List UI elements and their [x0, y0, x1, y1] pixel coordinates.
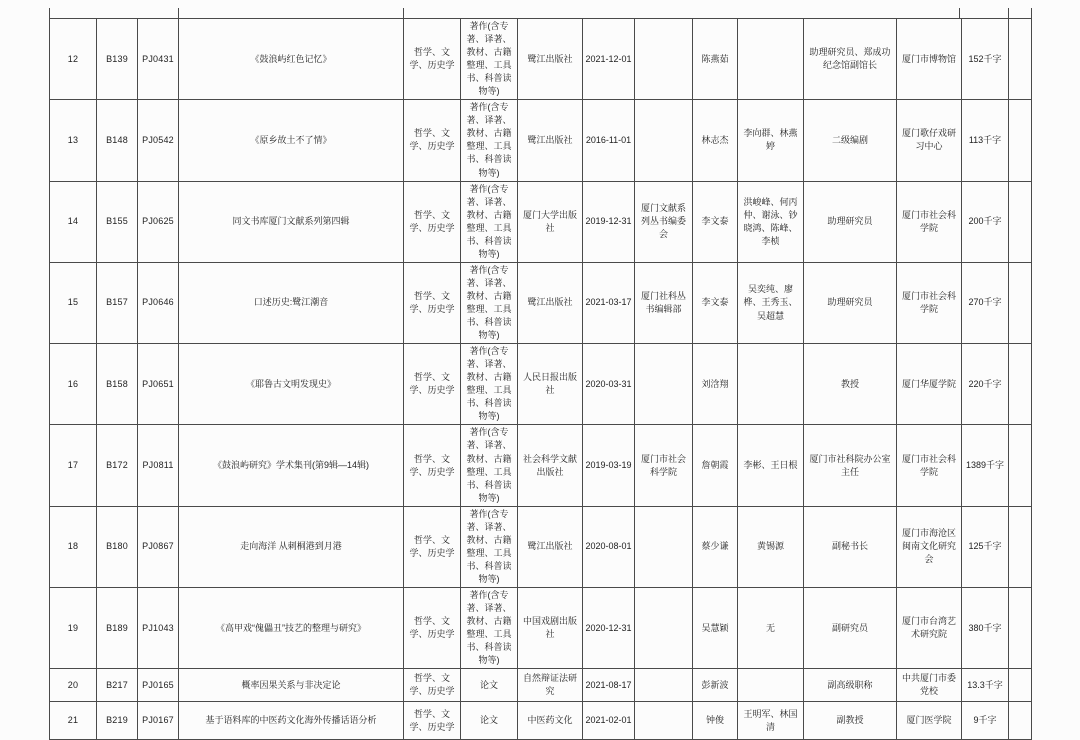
table-cell — [635, 587, 693, 668]
table-cell: 14 — [50, 181, 97, 262]
table-cell: 厦门市海沧区闽南文化研究会 — [897, 506, 962, 587]
grid-line-stub — [1031, 8, 1032, 18]
table-cell: 113千字 — [962, 100, 1009, 181]
table-cell: 厦门大学出版社 — [518, 181, 583, 262]
table-cell: 哲学、文学、历史学 — [404, 587, 461, 668]
table-cell: 1389千字 — [962, 425, 1009, 506]
table-cell: 厦门华厦学院 — [897, 344, 962, 425]
table-cell — [635, 344, 693, 425]
table-cell: 220千字 — [962, 344, 1009, 425]
table-cell: B219 — [97, 702, 138, 740]
table-cell: 人民日报出版社 — [518, 344, 583, 425]
table-cell: PJ0625 — [138, 181, 179, 262]
table-row — [50, 19, 1032, 100]
table-cell: 著作(含专著、译著、教材、古籍整理、工具书、科普读物等) — [461, 181, 518, 262]
table-cell: 厦门文献系列丛书编委会 — [635, 181, 693, 262]
table-cell: 哲学、文学、历史学 — [404, 506, 461, 587]
table-cell: 王明军、林国清 — [738, 702, 804, 740]
table-row — [50, 702, 1032, 740]
table-cell: PJ0542 — [138, 100, 179, 181]
table-cell: 副教授 — [804, 702, 897, 740]
table-cell: 李文泰 — [693, 181, 738, 262]
table-cell: 18 — [50, 506, 97, 587]
table-cell: 2020-03-31 — [583, 344, 635, 425]
table-cell: 16 — [50, 344, 97, 425]
table-cell: 15 — [50, 262, 97, 343]
table-cell: 口述历史:鹭江潮音 — [179, 262, 404, 343]
achievements-table — [49, 18, 1032, 740]
table-cell: PJ0811 — [138, 425, 179, 506]
table-cell: 12 — [50, 19, 97, 100]
table-cell: 中国戏剧出版社 — [518, 587, 583, 668]
table-cell: 哲学、文学、历史学 — [404, 100, 461, 181]
table-cell: 吴奕纯、廖桦、王秀玉、吴超慧 — [738, 262, 804, 343]
table-cell: 厦门市博物馆 — [897, 19, 962, 100]
table-cell: 《鼓浪屿研究》学术集刊(第9辑—14辑) — [179, 425, 404, 506]
table-cell: 13.3千字 — [962, 669, 1009, 702]
table-cell: 著作(含专著、译著、教材、古籍整理、工具书、科普读物等) — [461, 587, 518, 668]
table-cell: 中医药文化 — [518, 702, 583, 740]
table-cell: 厦门市社会科学院 — [897, 262, 962, 343]
table-body — [50, 19, 1032, 740]
table-cell: 黄锡源 — [738, 506, 804, 587]
table-cell: 同文书库厦门文献系列第四辑 — [179, 181, 404, 262]
table-cell — [738, 669, 804, 702]
table-cell: 152千字 — [962, 19, 1009, 100]
table-cell: PJ0646 — [138, 262, 179, 343]
table-cell — [1009, 262, 1032, 343]
table-cell: 2019-12-31 — [583, 181, 635, 262]
table-cell — [1009, 425, 1032, 506]
table-cell: B172 — [97, 425, 138, 506]
table-cell: 2016-11-01 — [583, 100, 635, 181]
table-cell: 哲学、文学、历史学 — [404, 19, 461, 100]
table-cell: 《鼓浪屿红色记忆》 — [179, 19, 404, 100]
table-cell: 著作(含专著、译著、教材、古籍整理、工具书、科普读物等) — [461, 19, 518, 100]
table-cell: 哲学、文学、历史学 — [404, 425, 461, 506]
grid-line-stub — [178, 8, 179, 18]
table-cell: 17 — [50, 425, 97, 506]
table-row — [50, 587, 1032, 668]
table-row — [50, 181, 1032, 262]
table-cell: 125千字 — [962, 506, 1009, 587]
table-cell: B157 — [97, 262, 138, 343]
table-cell: PJ1043 — [138, 587, 179, 668]
table-row — [50, 506, 1032, 587]
table-cell: 《原乡故土不了情》 — [179, 100, 404, 181]
table-cell: 2020-12-31 — [583, 587, 635, 668]
table-cell — [1009, 19, 1032, 100]
table-cell: 哲学、文学、历史学 — [404, 702, 461, 740]
table-cell — [1009, 702, 1032, 740]
table-cell: 彭新波 — [693, 669, 738, 702]
table-cell: 副研究员 — [804, 587, 897, 668]
table-cell — [635, 702, 693, 740]
table-cell: B158 — [97, 344, 138, 425]
table-cell: 著作(含专著、译著、教材、古籍整理、工具书、科普读物等) — [461, 100, 518, 181]
table-cell — [1009, 669, 1032, 702]
table-cell: 哲学、文学、历史学 — [404, 181, 461, 262]
table-cell: 厦门市台湾艺术研究院 — [897, 587, 962, 668]
table-cell: 李文泰 — [693, 262, 738, 343]
table-cell: 《高甲戏“傀儡丑”技艺的整理与研究》 — [179, 587, 404, 668]
table-cell: 钟俊 — [693, 702, 738, 740]
table-cell: 著作(含专著、译著、教材、古籍整理、工具书、科普读物等) — [461, 506, 518, 587]
table-row — [50, 669, 1032, 702]
table-cell: 厦门市社会科学院 — [897, 181, 962, 262]
table-cell: 9千字 — [962, 702, 1009, 740]
table-cell: 走向海洋 从刺桐港到月港 — [179, 506, 404, 587]
table-cell — [1009, 344, 1032, 425]
table-cell — [1009, 587, 1032, 668]
table-cell: 论文 — [461, 702, 518, 740]
grid-line-stub — [959, 8, 960, 18]
table-cell: 副秘书长 — [804, 506, 897, 587]
table-cell: 厦门医学院 — [897, 702, 962, 740]
grid-line-stub — [49, 8, 50, 18]
table-cell: 社会科学文献出版社 — [518, 425, 583, 506]
table-cell: 助理研究员 — [804, 262, 897, 343]
table-cell — [635, 19, 693, 100]
table-cell: 厦门市社会科学院 — [635, 425, 693, 506]
table-cell: 刘浛翔 — [693, 344, 738, 425]
table-cell — [635, 669, 693, 702]
table-cell: 鹭江出版社 — [518, 19, 583, 100]
table-cell: 哲学、文学、历史学 — [404, 344, 461, 425]
table-cell: 哲学、文学、历史学 — [404, 669, 461, 702]
table-cell: 《耶鲁古文明发现史》 — [179, 344, 404, 425]
table-cell: 2021-12-01 — [583, 19, 635, 100]
table-cell — [1009, 181, 1032, 262]
table-cell: 基于语料库的中医药文化海外传播话语分析 — [179, 702, 404, 740]
table-cell: 2021-02-01 — [583, 702, 635, 740]
table-cell: 2020-08-01 — [583, 506, 635, 587]
table-cell: 21 — [50, 702, 97, 740]
table-cell: 助理研究员、郑成功纪念馆副馆长 — [804, 19, 897, 100]
table-cell: 著作(含专著、译著、教材、古籍整理、工具书、科普读物等) — [461, 344, 518, 425]
table-cell: PJ0165 — [138, 669, 179, 702]
table-cell: 380千字 — [962, 587, 1009, 668]
table-cell: 中共厦门市委党校 — [897, 669, 962, 702]
table-cell: PJ0651 — [138, 344, 179, 425]
table-cell: 2021-08-17 — [583, 669, 635, 702]
table-cell: 鹭江出版社 — [518, 100, 583, 181]
table-cell: PJ0167 — [138, 702, 179, 740]
table-cell: 厦门市社科院办公室主任 — [804, 425, 897, 506]
table-cell: 厦门市社会科学院 — [897, 425, 962, 506]
table-cell — [1009, 506, 1032, 587]
table-cell: 哲学、文学、历史学 — [404, 262, 461, 343]
table-cell: 鹭江出版社 — [518, 506, 583, 587]
table-cell: B180 — [97, 506, 138, 587]
table-cell: 概率因果关系与非决定论 — [179, 669, 404, 702]
table-cell — [635, 506, 693, 587]
table-cell: 副高级职称 — [804, 669, 897, 702]
table-cell: 2021-03-17 — [583, 262, 635, 343]
table-cell: 洪峻峰、何丙仲、谢泳、钞晓鸿、陈峰、李桢 — [738, 181, 804, 262]
table-cell — [635, 100, 693, 181]
table-cell: PJ0867 — [138, 506, 179, 587]
table-cell: 吴慧颖 — [693, 587, 738, 668]
grid-line-stub — [403, 8, 404, 18]
table-cell — [1009, 100, 1032, 181]
table-cell — [738, 344, 804, 425]
table-cell: 鹭江出版社 — [518, 262, 583, 343]
table-cell: 詹朝霞 — [693, 425, 738, 506]
table-cell: 教授 — [804, 344, 897, 425]
table-cell: 自然辩证法研究 — [518, 669, 583, 702]
table-cell: 著作(含专著、译著、教材、古籍整理、工具书、科普读物等) — [461, 262, 518, 343]
table-cell: 李彬、王日根 — [738, 425, 804, 506]
table-cell: 2019-03-19 — [583, 425, 635, 506]
table-cell: B189 — [97, 587, 138, 668]
table-row — [50, 262, 1032, 343]
table-row — [50, 100, 1032, 181]
table-cell: B139 — [97, 19, 138, 100]
table-cell: 270千字 — [962, 262, 1009, 343]
table-row — [50, 344, 1032, 425]
table-cell — [738, 19, 804, 100]
table-cell: 著作(含专著、译著、教材、古籍整理、工具书、科普读物等) — [461, 425, 518, 506]
table-cell: B155 — [97, 181, 138, 262]
table-cell: 200千字 — [962, 181, 1009, 262]
table-cell: 助理研究员 — [804, 181, 897, 262]
table-cell: 二级编剧 — [804, 100, 897, 181]
table-cell: 19 — [50, 587, 97, 668]
table-cell: PJ0431 — [138, 19, 179, 100]
grid-line-stub — [1008, 8, 1009, 18]
table-cell: 李向群、林燕婷 — [738, 100, 804, 181]
table-cell: 陈燕茹 — [693, 19, 738, 100]
table-row — [50, 425, 1032, 506]
table-cell: 20 — [50, 669, 97, 702]
table-cell: 论文 — [461, 669, 518, 702]
table-cell: 13 — [50, 100, 97, 181]
table-cell: 林志杰 — [693, 100, 738, 181]
table-cell: 厦门社科丛书编辑部 — [635, 262, 693, 343]
table-cell: 蔡少谦 — [693, 506, 738, 587]
table-cell: 无 — [738, 587, 804, 668]
table-cell: B148 — [97, 100, 138, 181]
table-cell: B217 — [97, 669, 138, 702]
table-cell: 厦门歌仔戏研习中心 — [897, 100, 962, 181]
